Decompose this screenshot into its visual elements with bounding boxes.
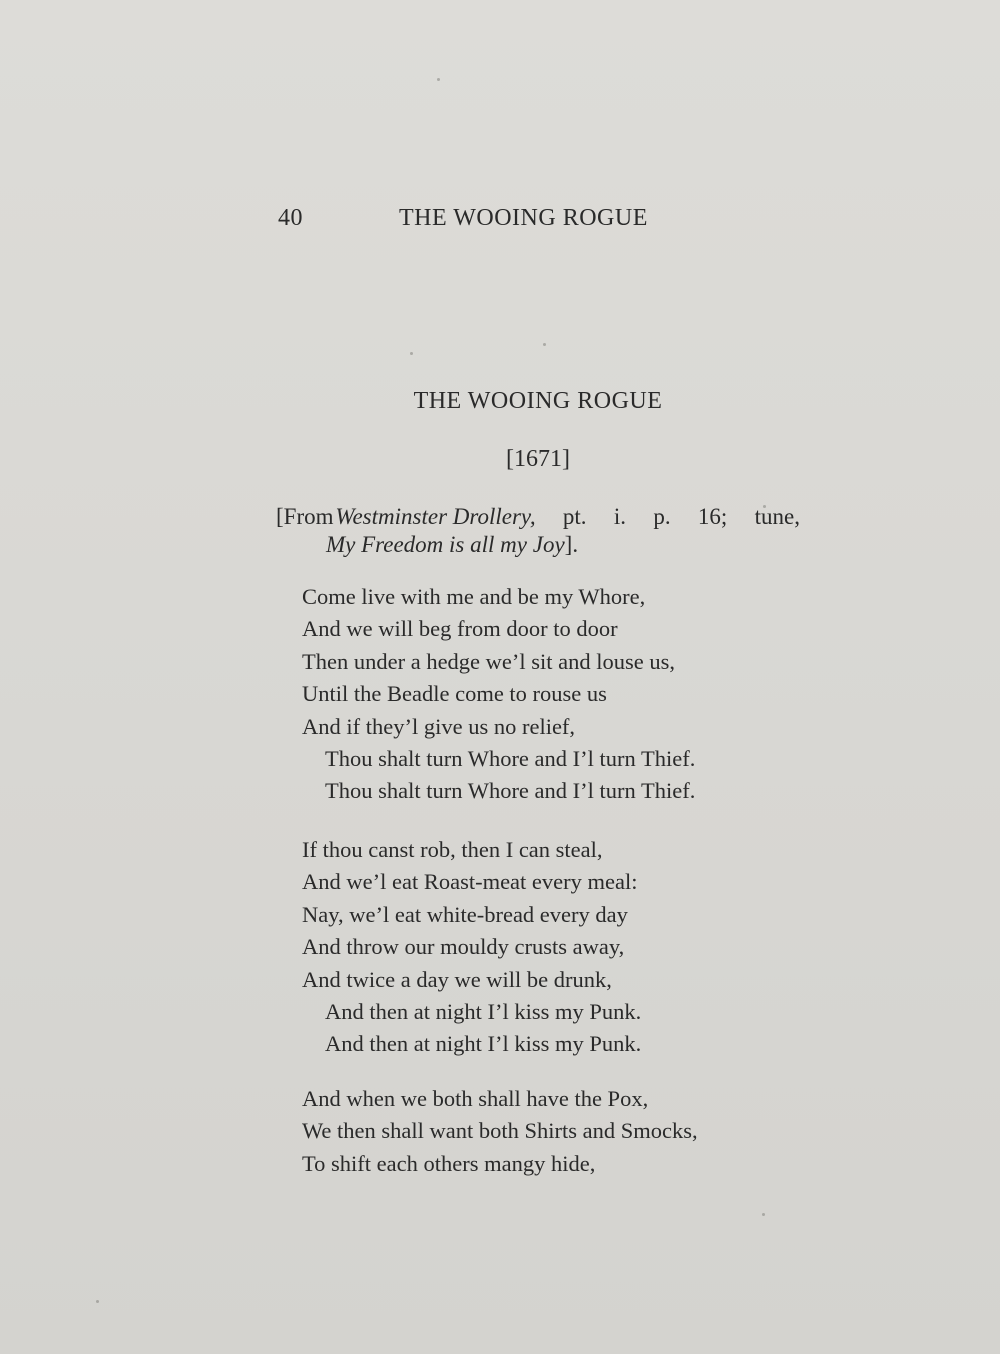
verse-line: Nay, we’l eat white-bread every day [302,901,628,927]
paper-speck [410,352,413,355]
refrain-line: Thou shalt turn Whore and I’l turn Thief. [325,778,696,804]
tune-name: My Freedom is all my Joy [326,532,565,557]
stanza-1 [302,581,802,808]
refrain-line: And then at night I’l kiss my Punk. [325,999,642,1025]
stanza-3 [302,1083,802,1180]
refrain-line: And then at night I’l kiss my Punk. [325,1031,642,1057]
verse-line: And throw our mouldy crusts away, [302,934,625,960]
source-note [276,503,800,559]
verse-line: And if they’l give us no relief, [302,713,576,739]
source-p: p. [653,504,671,529]
verse-line: Until the Beadle come to rouse us [302,681,607,707]
source-tune: tune, [754,504,800,529]
source-part: i. [613,504,627,529]
source-note-line [276,503,800,531]
source-open: [From Westminster Drollery, [276,504,536,529]
paper-speck [437,78,440,81]
verse-line: Come live with me and be my Whore, [302,584,646,609]
source-note-line [276,531,800,559]
verse-line: Then under a hedge we’l sit and louse us, [302,648,676,674]
refrain-line: Thou shalt turn Whore and I’l turn Thief. [325,746,696,772]
page-number: 40 [278,205,303,231]
source-pt: pt. [562,504,587,529]
source-work-title: Westminster Drollery, [335,504,536,529]
verse-line: If thou canst rob, then I can steal, [302,837,603,862]
running-head [278,205,698,245]
source-page: 16; [697,504,728,529]
stanza-2 [302,834,802,1061]
verse-line: And we will beg from door to door [302,616,618,642]
verse-line: And we’l eat Roast-meat every meal: [302,869,638,895]
verse-line: And twice a day we will be drunk, [302,966,612,992]
poem-title: THE WOOING ROGUE [413,388,663,414]
paper-speck [96,1300,99,1303]
verse-line: And when we both shall have the Pox, [302,1086,649,1111]
running-title: THE WOOING ROGUE [399,205,648,231]
paper-speck [543,343,546,346]
verse-line: We then shall want both Shirts and Smocks, [302,1118,698,1144]
poem-date: [1671] [506,446,570,472]
source-close: ]. [564,532,579,557]
paper-speck [762,1213,765,1216]
verse-line: To shift each others mangy hide, [302,1150,596,1176]
